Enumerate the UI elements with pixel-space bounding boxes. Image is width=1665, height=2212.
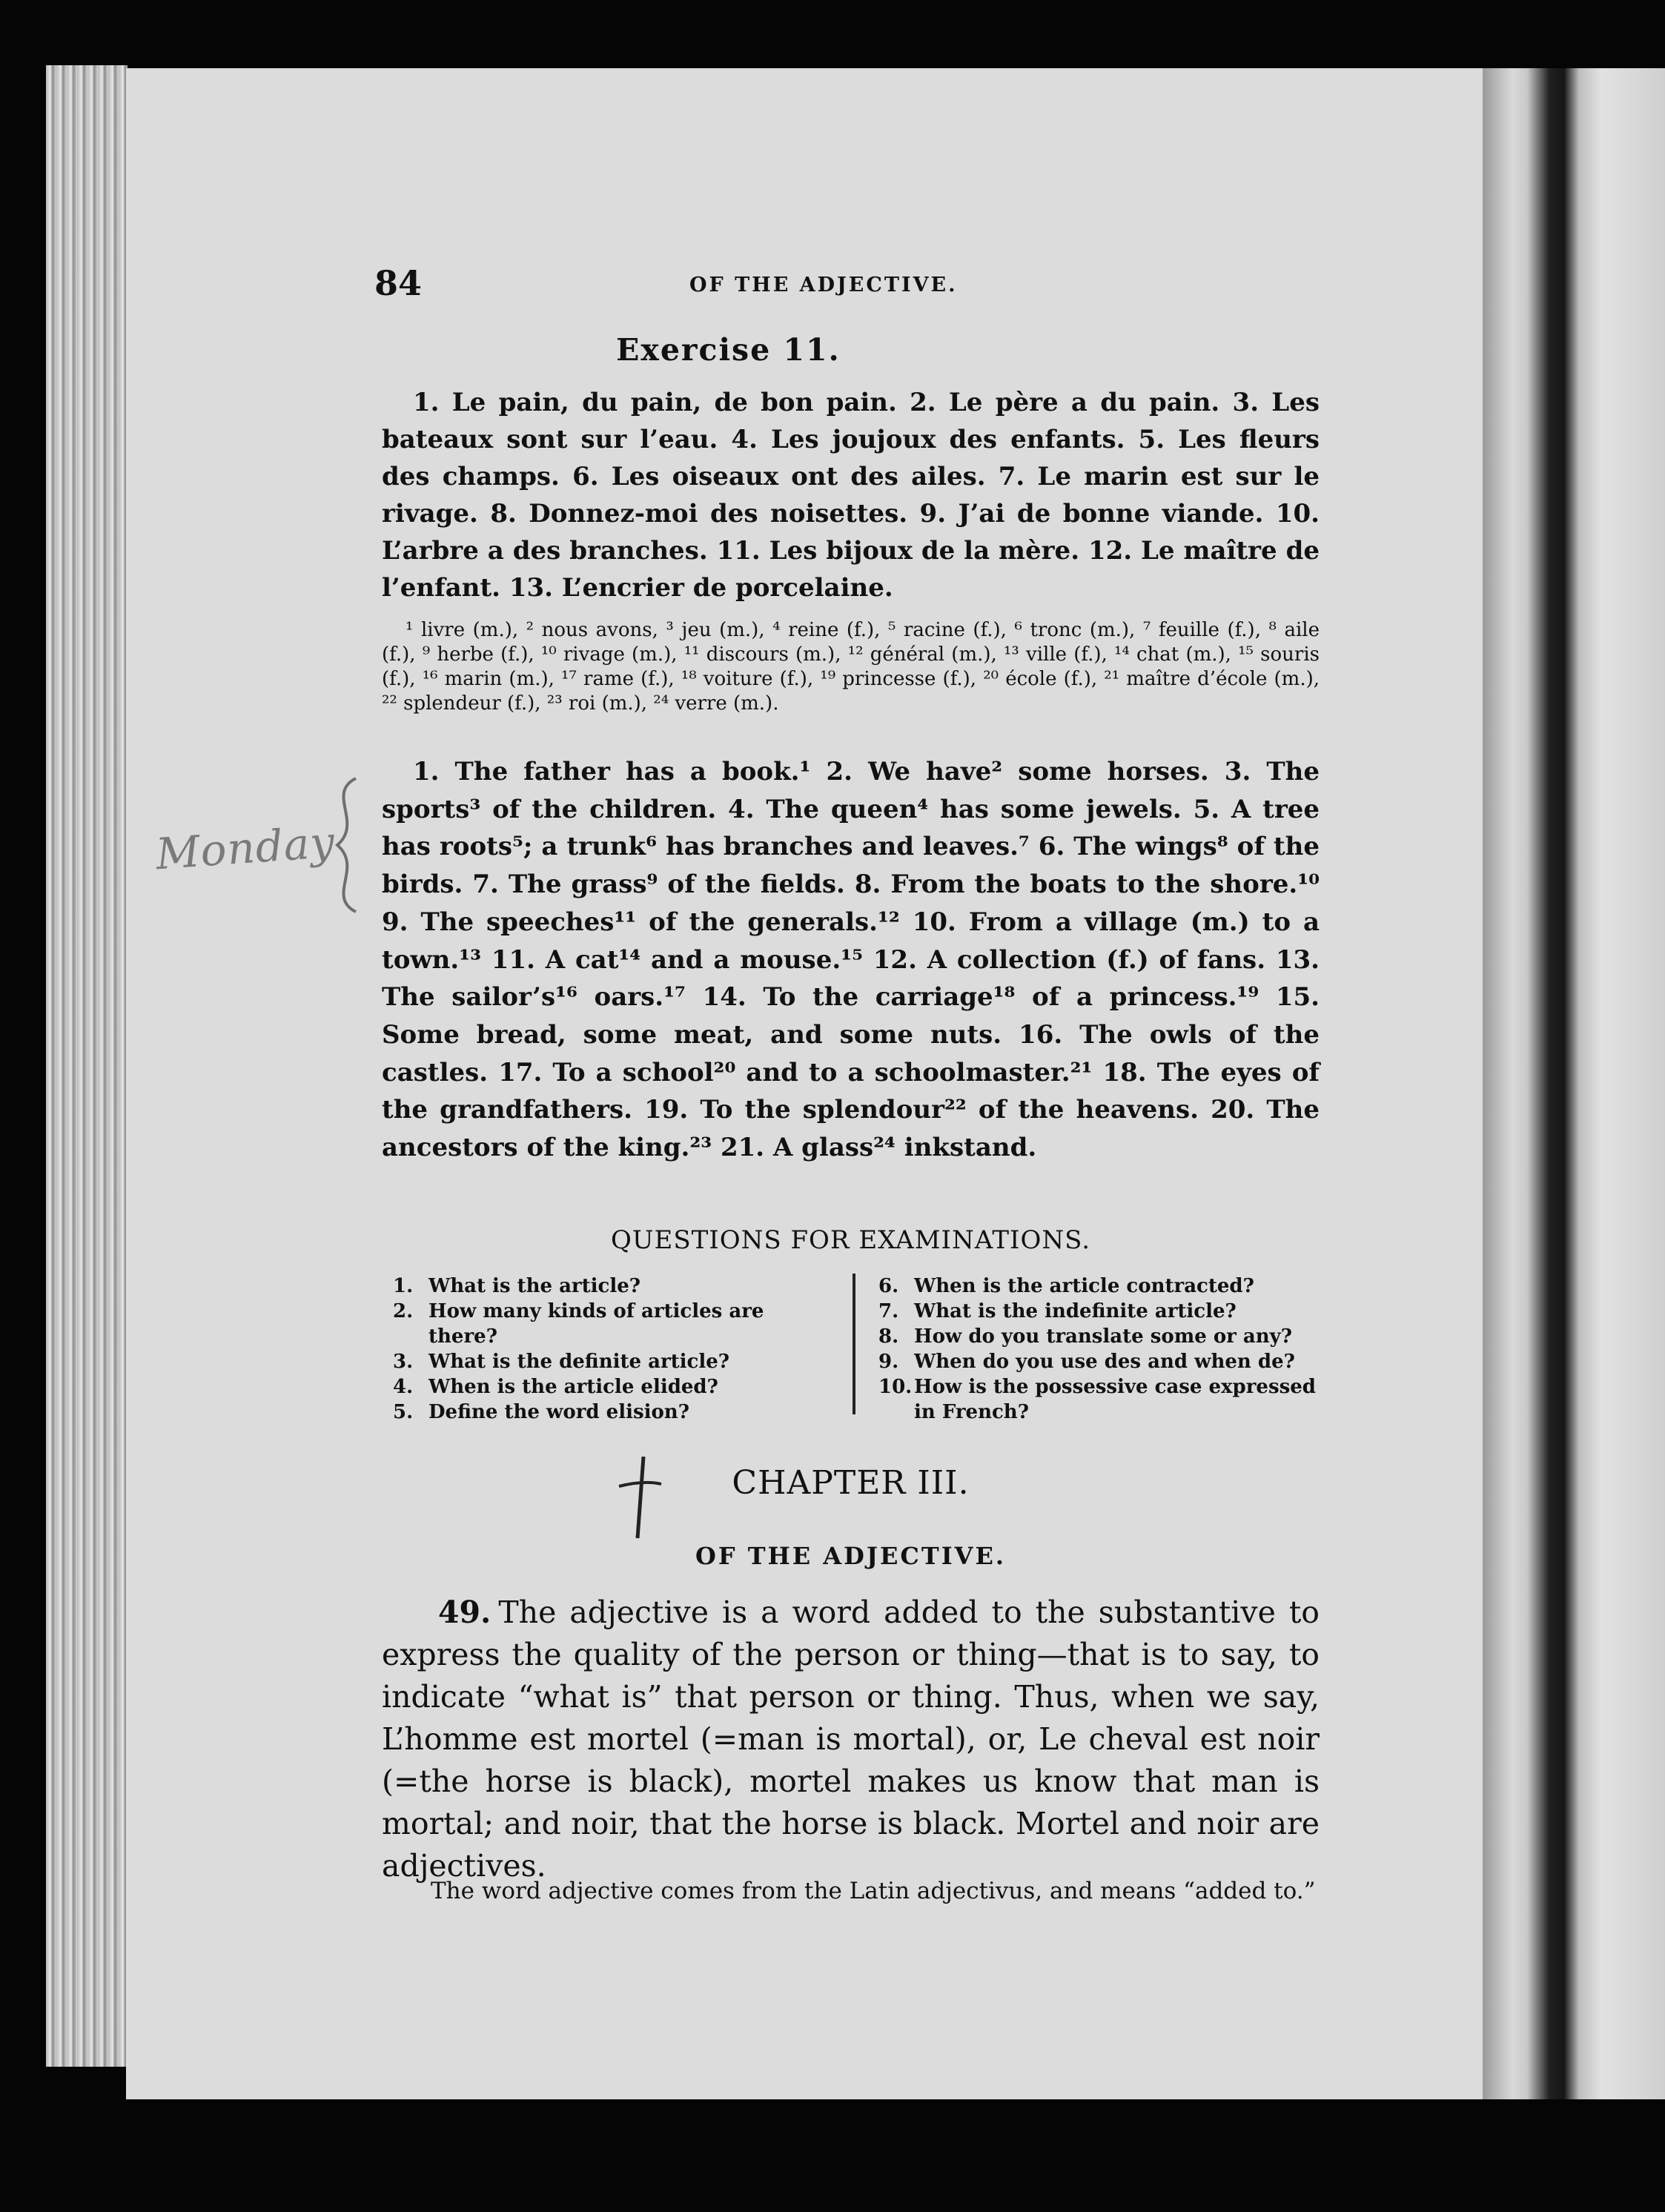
- question-item: 7. What is the indefinite article?: [878, 1300, 1237, 1322]
- book-gutter: [1483, 68, 1665, 2099]
- chapter-title: CHAPTER III.: [732, 1464, 970, 1502]
- questions-title: QUESTIONS FOR EXAMINATIONS.: [610, 1225, 1091, 1255]
- question-item: 5. Define the word elision?: [393, 1401, 689, 1423]
- question-item: 9. When do you use des and when de?: [878, 1351, 1295, 1373]
- page-number: 84: [374, 263, 423, 303]
- french-exercise-text: 1. Le pain, du pain, de bon pain. 2. Le père a du pain. 3. Les bateaux sont sur l’eau. 4. Les joujoux des enfants. 5. Les fleurs des champs. 6. Les oiseaux ont des ailes. 7. Le marin est sur le rivage. 8. Donnez-moi des noisettes. 9. J’ai de bonne viande. 10. L’arbre a des branches. 11. Les bijoux de la mère. 12. Le maître de l’enfant. 13. L’encrier de porcelaine.: [382, 388, 1320, 603]
- question-item: 1. What is the article?: [393, 1275, 640, 1297]
- questions-divider: [853, 1274, 855, 1414]
- running-header: [374, 263, 1320, 308]
- paragraph-text: The adjective is a word added to the substantive to express the quality of the person or thing—that is to say, to indicate “what is” that person or thing. Thus, when we say, L’homme est mortel (=man is mortal), or, Le cheval est noir (=the horse is black), mortel makes us know that man is mortal; and noir, that the horse is black. Mortel and noir are adjectives.: [382, 1595, 1320, 1884]
- question-item: 4. When is the article elided?: [393, 1376, 718, 1398]
- exercise-title: Exercise 11.: [616, 332, 841, 368]
- etymology-note: The word adjective comes from the Latin adjectivus, and means “added to.”: [431, 1878, 1316, 1904]
- question-item: 3. What is the definite article?: [393, 1351, 730, 1373]
- questions-right-column: [878, 1274, 1323, 1425]
- handwritten-margin-note: Monday: [153, 816, 337, 880]
- handwritten-brace-mark: [311, 771, 378, 919]
- vocabulary-footnotes: ¹ livre (m.), ² nous avons, ³ jeu (m.), ⁴ reine (f.), ⁵ racine (f.), ⁶ tronc (m.), ⁷ feuille (f.), ⁸ aile (f.), ⁹ herbe (f.), ¹⁰ rivage (m.), ¹¹ discours (m.), ¹² général (m.), ¹³ ville (f.), ¹⁴ chat (m.), ¹⁵ souris (f.), ¹⁶ marin (m.), ¹⁷ rame (f.), ¹⁸ voiture (f.), ¹⁹ princesse (f.), ²⁰ école (f.), ²¹ maître d’école (m.), ²² splendeur (f.), ²³ roi (m.), ²⁴ verre (m.).: [382, 619, 1320, 715]
- paragraph-49: [382, 1592, 1320, 1887]
- english-exercise-text: 1. The father has a book.¹ 2. We have² some horses. 3. The sports³ of the children. 4. The queen⁴ has some jewels. 5. A tree has roots⁵; a trunk⁶ has branches and leaves.⁷ 6. The wings⁸ of the birds. 7. The grass⁹ of the fields. 8. From the boats to the shore.¹⁰ 9. The speeches¹¹ of the generals.¹² 10. From a village (m.) to a town.¹³ 11. A cat¹⁴ and a mouse.¹⁵ 12. A collection (f.) of fans. 13. The sailor’s¹⁶ oars.¹⁷ 14. To the carriage¹⁸ of a princess.¹⁹ 15. Some bread, some meat, and some nuts. 16. The owls of the castles. 17. To a school²⁰ and to a schoolmaster.²¹ 18. The eyes of the grandfathers. 19. To the splendour²² of the heavens. 20. The ancestors of the king.²³ 21. A glass²⁴ inkstand.: [382, 757, 1320, 1163]
- question-item: 8. How do you translate some or any?: [878, 1325, 1293, 1348]
- paragraph-number: 49.: [438, 1595, 491, 1630]
- running-head-title: OF THE ADJECTIVE.: [689, 274, 958, 297]
- question-item: 6. When is the article contracted?: [878, 1275, 1254, 1297]
- question-item: 10. How is the possessive case expressed in French?: [878, 1376, 1316, 1423]
- chapter-subtitle: OF THE ADJECTIVE.: [695, 1542, 1007, 1570]
- questions-left-column: [393, 1274, 838, 1425]
- question-item: 2. How many kinds of articles are there?: [393, 1300, 764, 1348]
- handwritten-cross-mark: [615, 1453, 667, 1542]
